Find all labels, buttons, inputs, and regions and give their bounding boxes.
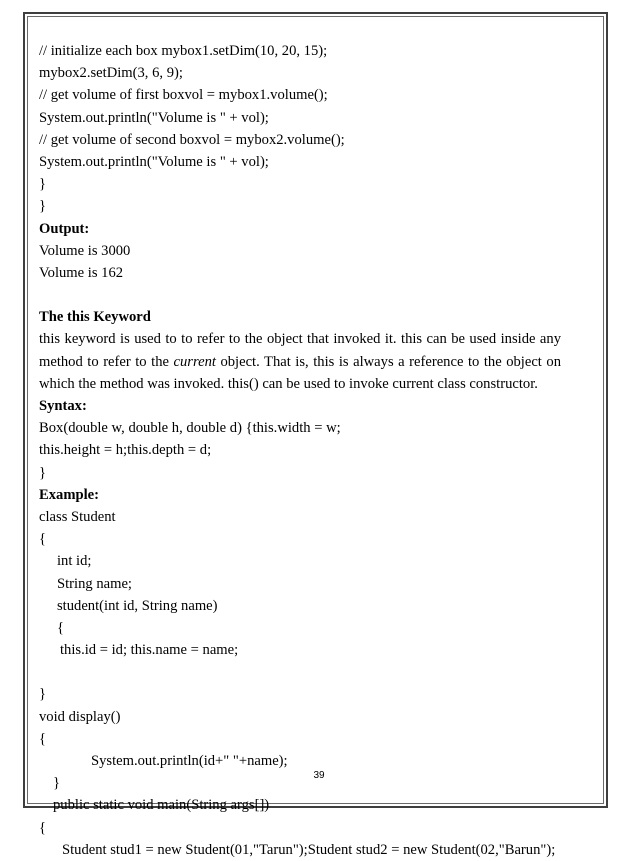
page-number: 39: [313, 770, 325, 781]
paragraph-line: which the method was invoked. this() can be used to invoke current class constructor.: [39, 375, 538, 392]
example-line: int id;: [57, 553, 92, 570]
syntax-line: this.height = h;this.depth = d;: [39, 442, 212, 459]
code-line: System.out.println("Volume is " + vol);: [39, 153, 269, 170]
example-heading: Example:: [39, 486, 99, 503]
example-line: {: [39, 819, 47, 836]
paragraph-line: [39, 351, 561, 373]
output-line: Volume is 3000: [39, 242, 131, 259]
syntax-line: }: [39, 464, 47, 481]
example-line: }: [39, 686, 47, 703]
code-line: }: [39, 176, 47, 193]
example-line: void display(): [39, 708, 121, 725]
example-line: }: [53, 775, 61, 792]
syntax-heading: Syntax:: [39, 398, 87, 414]
example-line: student(int id, String name): [57, 597, 218, 614]
code-line: // initialize each box mybox1.setDim(10, 20, 15);: [39, 43, 328, 59]
paragraph-text: object. That is, this is always a reference to the object on: [215, 353, 561, 370]
output-line: Volume is 162: [39, 264, 124, 281]
code-line: System.out.println("Volume is " + vol);: [39, 109, 269, 126]
example-line: Student stud1 = new Student(01,"Tarun");Student stud2 = new Student(02,"Barun");: [62, 841, 556, 858]
emphasis-text: current: [173, 353, 216, 370]
section-heading: The this Keyword: [39, 309, 151, 326]
example-line: {: [39, 730, 47, 747]
example-line: {: [57, 619, 65, 636]
example-line: String name;: [57, 575, 132, 592]
code-line: // get volume of first boxvol = mybox1.volume();: [39, 87, 328, 104]
spacer: [39, 284, 561, 306]
output-heading: Output:: [39, 220, 90, 237]
code-line: // get volume of second boxvol = mybox2.volume();: [39, 131, 345, 148]
code-line: }: [39, 198, 47, 215]
syntax-line: Box(double w, double h, double d) {this.width = w;: [39, 420, 341, 437]
spacer: [39, 661, 561, 683]
paragraph-text: method to refer to the: [39, 353, 174, 370]
example-line: {: [39, 531, 47, 548]
code-line: mybox2.setDim(3, 6, 9);: [39, 65, 183, 82]
example-line: class Student: [39, 508, 116, 525]
page-content: [39, 40, 561, 861]
example-line: this.id = id; this.name = name;: [60, 642, 239, 659]
example-line: public static void main(String args[]): [53, 797, 270, 814]
example-line: System.out.println(id+" "+name);: [91, 753, 288, 769]
paragraph-line: this keyword is used to to refer to the object that invoked it. this can be used inside any: [39, 331, 561, 348]
